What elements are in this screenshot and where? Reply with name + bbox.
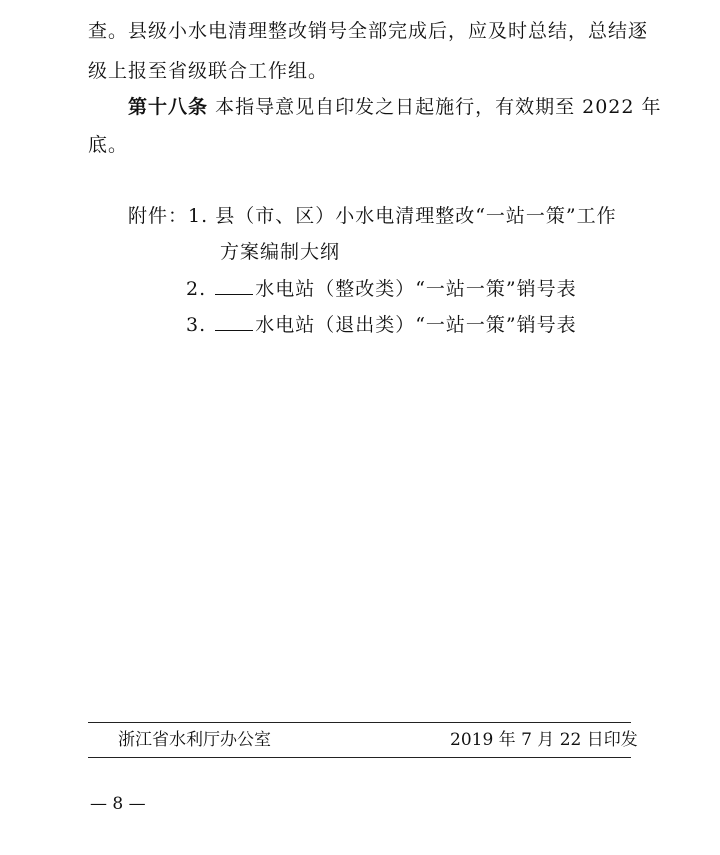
article-18-heading: 第十八条 bbox=[128, 96, 209, 118]
paragraph-17-line-2: 级上报至省级联合工作组。 bbox=[88, 60, 329, 82]
footer-bottom-rule bbox=[88, 757, 631, 758]
attachment-1-line-2: 方案编制大纲 bbox=[220, 241, 341, 263]
footer-issuer: 浙江省水利厅办公室 bbox=[118, 730, 271, 750]
attachment-1-line-1 bbox=[128, 203, 617, 229]
attachment-3-blank bbox=[215, 316, 253, 331]
footer-date: 2019 年 7 月 22 日印发 bbox=[450, 730, 638, 750]
attachment-2-number: 2. bbox=[186, 278, 207, 300]
attachment-3-title: 水电站（退出类）“一站一策”销号表 bbox=[255, 314, 577, 336]
attachment-2-title: 水电站（整改类）“一站一策”销号表 bbox=[255, 278, 577, 300]
attachment-2-blank bbox=[215, 280, 253, 295]
attachment-2 bbox=[186, 276, 577, 302]
paragraph-17-line-1: 查。县级小水电清理整改销号全部完成后，应及时总结，总结逐 bbox=[88, 20, 649, 42]
footer-top-rule bbox=[88, 722, 631, 723]
attachment-1-number: 1. bbox=[188, 205, 209, 227]
article-18-line-2: 底。 bbox=[88, 134, 129, 156]
attachment-3-number: 3. bbox=[186, 314, 207, 336]
attachment-1-title: 县（市、区）小水电清理整改“一站一策”工作 bbox=[215, 205, 617, 227]
attachments-label: 附件： bbox=[128, 205, 189, 227]
page-number: — 8 — bbox=[90, 794, 146, 814]
attachment-3 bbox=[186, 312, 577, 338]
article-18-text: 本指导意见自印发之日起施行，有效期至 2022 年 bbox=[215, 96, 662, 118]
article-18-line-1 bbox=[128, 94, 662, 120]
